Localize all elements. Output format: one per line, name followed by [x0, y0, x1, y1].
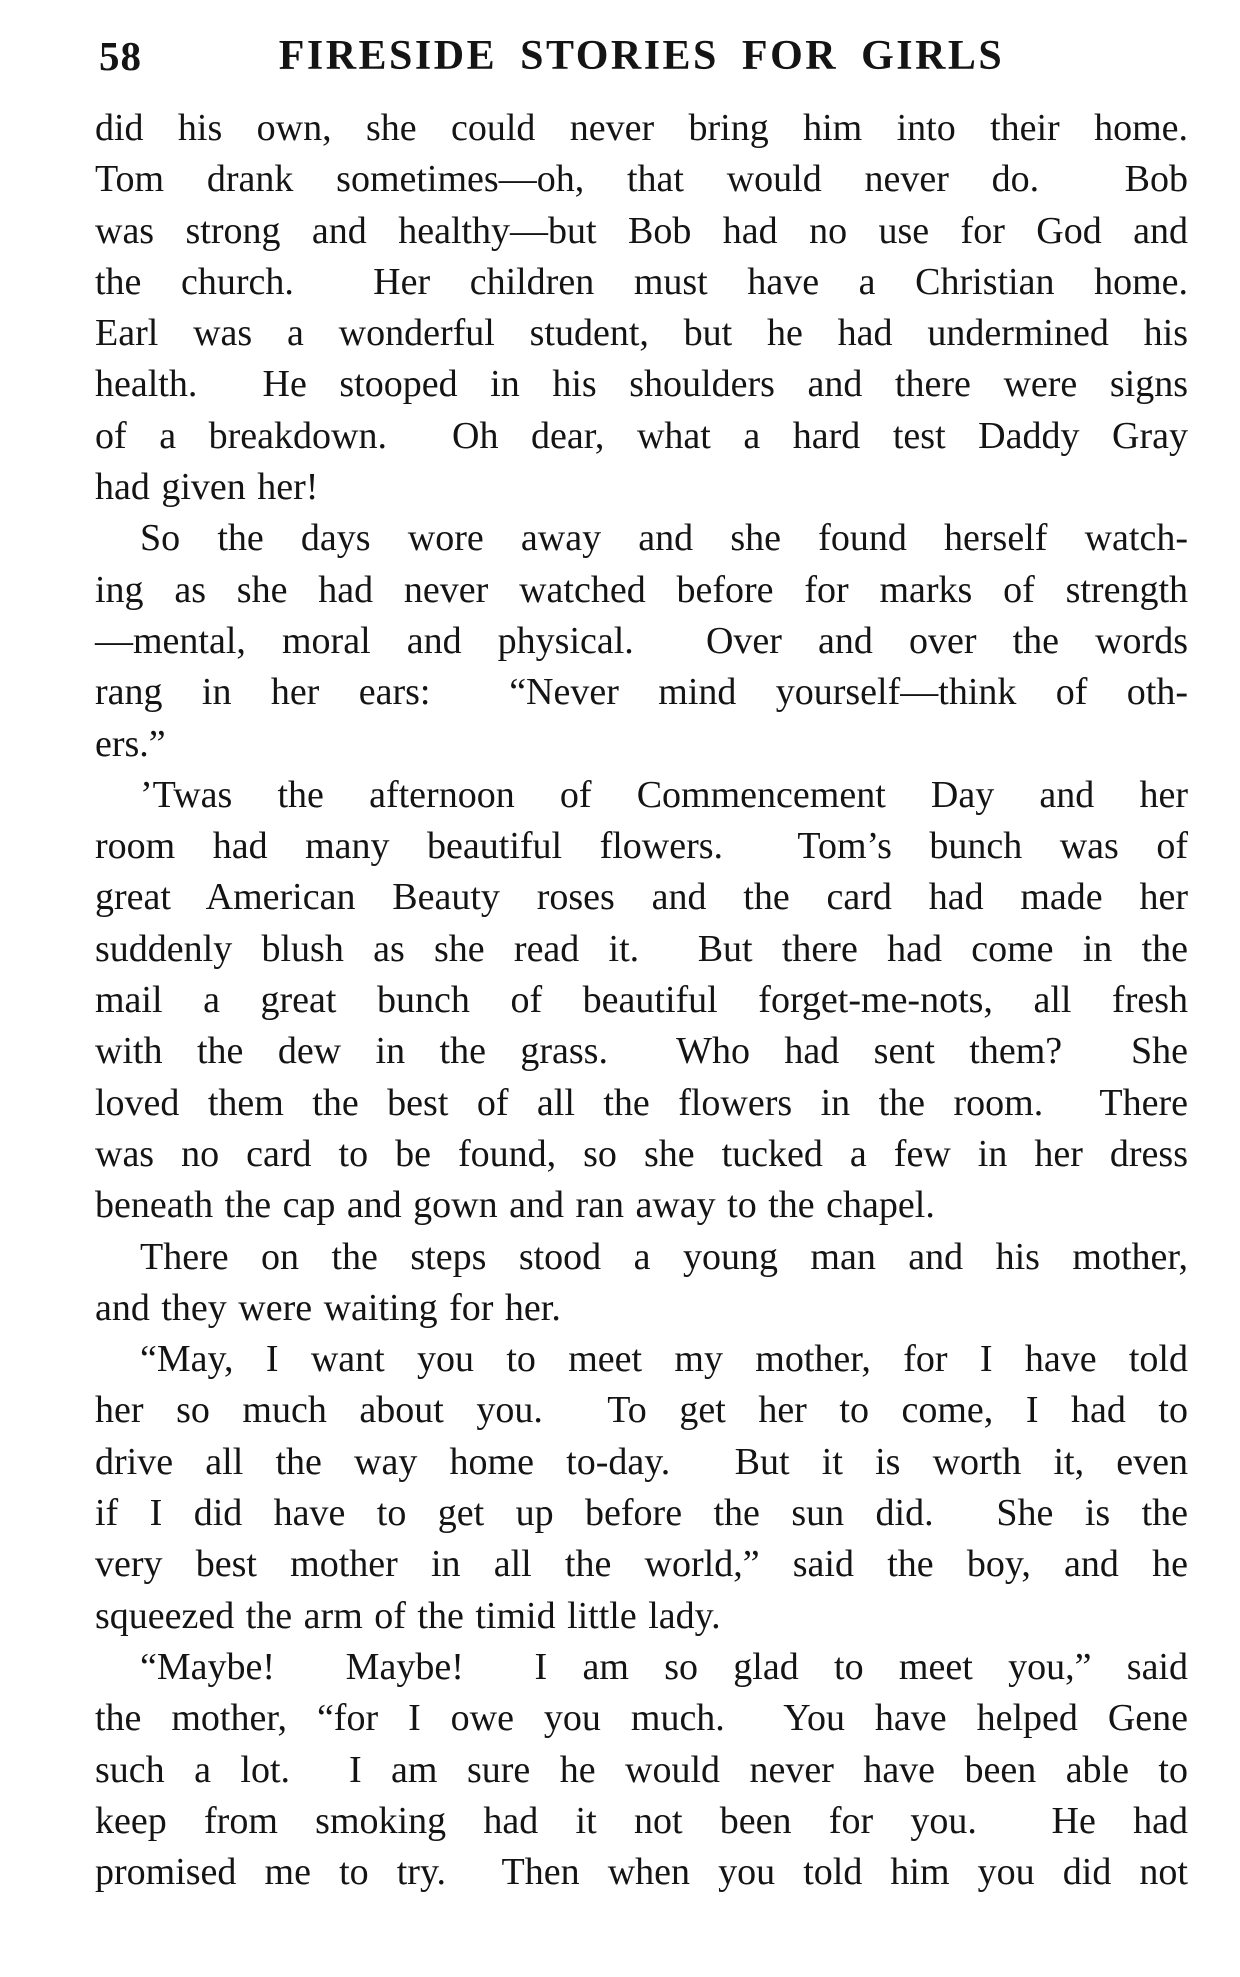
- text-line: with the dew in the grass. Who had sent them? She: [95, 1030, 1188, 1073]
- text-line: was no card to be found, so she tucked a few in her dress: [95, 1132, 1188, 1175]
- page-number: 58: [99, 33, 142, 79]
- text-line: rang in her ears: “Never mind yourself—think of oth-: [95, 671, 1188, 714]
- text-line: ers.”: [95, 722, 166, 765]
- text-line: squeezed the arm of the timid little lady.: [95, 1594, 721, 1637]
- text-line: of a breakdown. Oh dear, what a hard test Daddy Gray: [95, 414, 1188, 457]
- text-line: “May, I want you to meet my mother, for I have told: [140, 1338, 1188, 1381]
- text-line: beneath the cap and gown and ran away to the chapel.: [95, 1184, 935, 1227]
- text-line: such a lot. I am sure he would never have been able to: [95, 1748, 1188, 1791]
- text-line: had given her!: [95, 466, 319, 509]
- text-line: the mother, “for I owe you much. You have helped Gene: [95, 1697, 1188, 1740]
- text-line: promised me to try. Then when you told him you did not: [95, 1851, 1188, 1894]
- text-line: ’Twas the afternoon of Commencement Day and her: [140, 773, 1188, 816]
- text-line: was strong and healthy—but Bob had no use for God and: [95, 209, 1188, 252]
- text-line: ing as she had never watched before for marks of strength: [95, 568, 1188, 611]
- text-line: So the days wore away and she found herself watch-: [140, 517, 1188, 560]
- text-line: health. He stooped in his shoulders and there were signs: [95, 363, 1188, 406]
- text-line: and they were waiting for her.: [95, 1286, 561, 1329]
- paragraph: [95, 1334, 1188, 1642]
- text-line: did his own, she could never bring him into their home.: [95, 107, 1188, 149]
- text-line: great American Beauty roses and the card had made her: [95, 876, 1188, 919]
- text-line: “Maybe! Maybe! I am so glad to meet you,” said: [140, 1645, 1188, 1688]
- text-line: Earl was a wonderful student, but he had undermined his: [95, 312, 1188, 355]
- text-line: mail a great bunch of beautiful forget-me-nots, all fresh: [95, 979, 1188, 1022]
- text-line: the church. Her children must have a Christian home.: [95, 260, 1188, 303]
- text-line: suddenly blush as she read it. But there had come in the: [95, 927, 1188, 970]
- paragraph: [95, 770, 1188, 1232]
- page-header: [95, 30, 1188, 82]
- text-line: —mental, moral and physical. Over and over the words: [95, 619, 1188, 662]
- text-line: drive all the way home to-day. But it is worth it, even: [95, 1440, 1188, 1483]
- text-line: if I did have to get up before the sun did. She is the: [95, 1492, 1188, 1535]
- text-line: loved them the best of all the flowers in the room. There: [95, 1081, 1188, 1124]
- text-line: room had many beautiful flowers. Tom’s bunch was of: [95, 825, 1188, 868]
- paragraph: [95, 1232, 1188, 1335]
- text-line: her so much about you. To get her to come, I had to: [95, 1389, 1188, 1432]
- text-line: There on the steps stood a young man and his mother,: [140, 1235, 1188, 1278]
- text-block: [95, 103, 1188, 1898]
- text-line: Tom drank sometimes—oh, that would never do. Bob: [95, 158, 1188, 201]
- paragraph: [95, 103, 1188, 513]
- running-title: FIRESIDE STORIES FOR GIRLS: [278, 33, 1005, 79]
- text-line: very best mother in all the world,” said the boy, and he: [95, 1543, 1188, 1586]
- paragraph: [95, 513, 1188, 769]
- paragraph: [95, 1642, 1188, 1898]
- text-line: keep from smoking had it not been for you. He had: [95, 1799, 1188, 1842]
